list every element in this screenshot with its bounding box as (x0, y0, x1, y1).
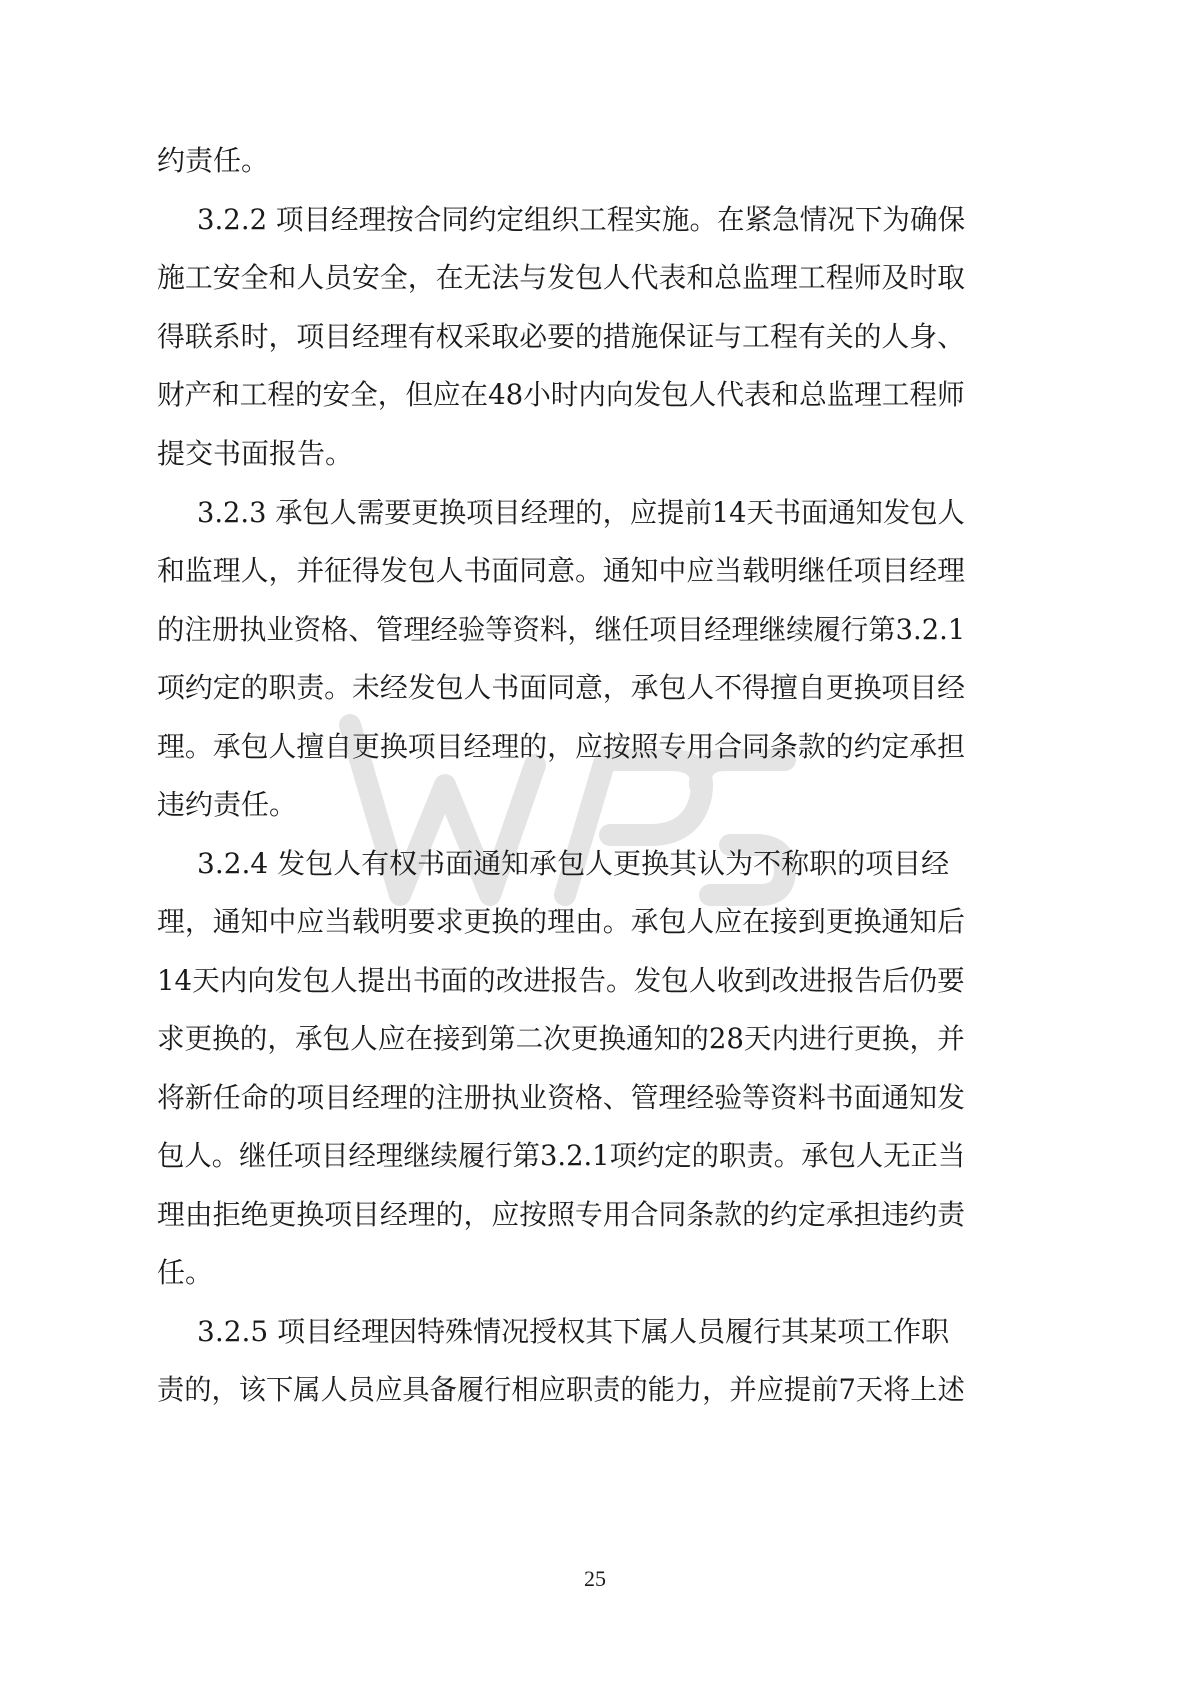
text-line: 施工安全和人员安全，在无法与发包人代表和总监理工程师及时取 (157, 261, 966, 294)
text-line: 求更换的，承包人应在接到第二次更换通知的28天内进行更换，并 (157, 1022, 965, 1055)
text-line: 包人。继任项目经理继续履行第3.2.1项约定的职责。承包人无正当 (157, 1139, 966, 1172)
text-line: 3.2.3 承包人需要更换项目经理的，应提前14天书面通知发包人 (197, 496, 965, 529)
text-line: 项约定的职责。未经发包人书面同意，承包人不得擅自更换项目经 (157, 671, 966, 704)
text-line: 任。 (157, 1256, 214, 1289)
text-line: 的注册执业资格、管理经验等资料，继任项目经理继续履行第3.2.1 (157, 613, 966, 646)
text-line: 3.2.4 发包人有权书面通知承包人更换其认为不称职的项目经 (197, 847, 950, 880)
text-line: 约责任。 (157, 144, 270, 177)
text-line: 3.2.5 项目经理因特殊情况授权其下属人员履行其某项工作职 (197, 1315, 950, 1348)
text-line: 理，通知中应当载明要求更换的理由。承包人应在接到更换通知后 (157, 905, 966, 938)
text-line: 理。承包人擅自更换项目经理的，应按照专用合同条款的约定承担 (157, 730, 966, 763)
text-line: 违约责任。 (157, 788, 298, 821)
text-line: 财产和工程的安全，但应在48小时内向发包人代表和总监理工程师 (157, 378, 965, 411)
text-line: 得联系时，项目经理有权采取必要的措施保证与工程有关的人身、 (157, 320, 966, 353)
text-line: 理由拒绝更换项目经理的，应按照专用合同条款的约定承担违约责 (157, 1198, 966, 1231)
page-number: 25 (584, 1566, 606, 1591)
text-line: 提交书面报告。 (157, 437, 354, 470)
text-line: 14天内向发包人提出书面的改进报告。发包人收到改进报告后仍要 (157, 964, 965, 997)
text-line: 3.2.2 项目经理按合同约定组织工程实施。在紧急情况下为确保 (197, 203, 966, 236)
text-line: 将新任命的项目经理的注册执业资格、管理经验等资料书面通知发 (157, 1081, 966, 1114)
text-line: 和监理人，并征得发包人书面同意。通知中应当载明继任项目经理 (157, 554, 966, 587)
text-line: 责的，该下属人员应具备履行相应职责的能力，并应提前7天将上述 (157, 1373, 965, 1406)
